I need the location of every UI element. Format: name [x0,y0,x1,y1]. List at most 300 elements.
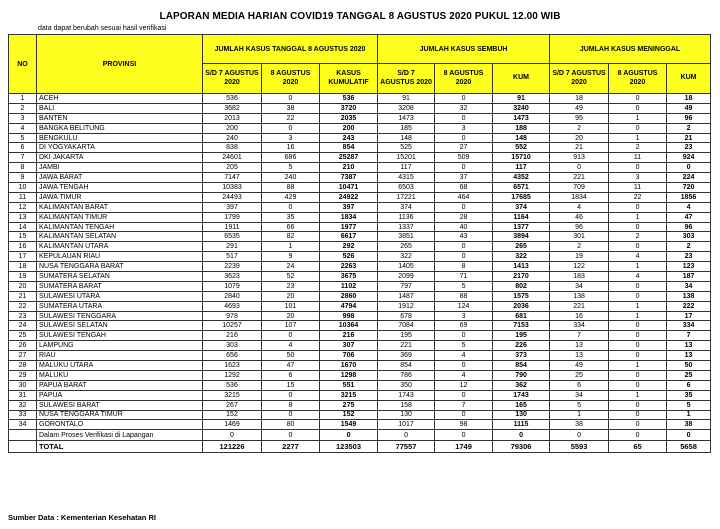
table-row [9,351,711,361]
row-number: 4 [9,123,37,133]
value-cell: 22 [262,113,320,123]
value-cell: 38 [667,420,711,430]
value-cell: 373 [493,351,550,361]
value-cell: 4693 [203,301,262,311]
table-row [9,103,711,113]
value-cell: 4794 [320,301,378,311]
value-cell: 0 [435,113,493,123]
row-number: 21 [9,291,37,301]
row-number: 28 [9,361,37,371]
value-cell: 226 [493,341,550,351]
value-cell: 18 [667,94,711,104]
value-cell: 0 [609,341,667,351]
value-cell: 1102 [320,281,378,291]
value-cell: 1911 [203,222,262,232]
value-cell: 0 [609,430,667,441]
province-name: JAWA TIMUR [37,192,203,202]
value-cell: 195 [378,331,435,341]
row-number: 15 [9,232,37,242]
covid-report-table [8,34,711,453]
group-header-kasus: JUMLAH KASUS TANGGAL 8 AGUSTUS 2020 [203,35,378,64]
table-row [9,222,711,232]
row-number: 34 [9,420,37,430]
value-cell: 322 [493,252,550,262]
value-cell: 68 [435,183,493,193]
value-cell: 0 [435,410,493,420]
report-subtitle: data dapat berubah sesuai hasil verifikasi [38,25,167,32]
value-cell: 0 [435,252,493,262]
value-cell: 216 [203,331,262,341]
value-cell: 69 [435,321,493,331]
value-cell: 10383 [203,183,262,193]
province-name: ACEH [37,94,203,104]
row-number: 32 [9,400,37,410]
province-name: RIAU [37,351,203,361]
province-name: SULAWESI TENGAH [37,331,203,341]
value-cell: 2 [609,232,667,242]
value-cell: 210 [320,163,378,173]
value-cell: 2170 [493,272,550,282]
row-number: 5 [9,133,37,143]
value-cell: 2840 [203,291,262,301]
table-row [9,301,711,311]
province-name: JAMBI [37,163,203,173]
province-name: LAMPUNG [37,341,203,351]
value-cell: 200 [203,123,262,133]
value-cell: 8 [435,262,493,272]
value-cell: 24922 [320,192,378,202]
value-cell: 536 [320,94,378,104]
value-cell: 3240 [493,103,550,113]
value-cell: 0 [435,361,493,371]
row-number: 31 [9,390,37,400]
value-cell: 17 [667,311,711,321]
value-cell: 88 [262,183,320,193]
value-cell: 5 [262,163,320,173]
value-cell: 913 [550,153,609,163]
value-cell: 0 [609,370,667,380]
value-cell: 374 [378,202,435,212]
province-name: SULAWESI BARAT [37,400,203,410]
value-cell: 2 [667,123,711,133]
value-cell: 681 [493,311,550,321]
value-cell: 5 [550,400,609,410]
value-cell: 322 [378,252,435,262]
row-number: 8 [9,163,37,173]
row-number: 13 [9,212,37,222]
value-cell: 551 [320,380,378,390]
table-row [9,212,711,222]
value-cell: 838 [203,143,262,153]
value-cell: 95 [550,113,609,123]
value-cell: 1164 [493,212,550,222]
total-value-cell: 5658 [667,440,711,452]
table-row [9,183,711,193]
value-cell: 4 [435,370,493,380]
value-cell: 1 [667,410,711,420]
value-cell: 2099 [378,272,435,282]
value-cell: 37 [435,173,493,183]
value-cell: 0 [609,420,667,430]
value-cell: 34 [667,281,711,291]
table-row [9,163,711,173]
total-value-cell: 123503 [320,440,378,452]
value-cell: 148 [378,133,435,143]
value-cell: 526 [320,252,378,262]
province-name: PAPUA [37,390,203,400]
value-cell: 3675 [320,272,378,282]
value-cell: 0 [609,94,667,104]
col-header-no: NO [9,35,37,94]
value-cell: 205 [203,163,262,173]
value-cell: 23 [667,252,711,262]
col-header-sembuh-kum: KUM [493,64,550,94]
col-header-meninggal-aug8: 8 AGUSTUS 2020 [609,64,667,94]
value-cell: 1977 [320,222,378,232]
value-cell: 183 [550,272,609,282]
value-cell: 117 [378,163,435,173]
province-name: NUSA TENGGARA BARAT [37,262,203,272]
col-header-kasus-aug8: 8 AGUSTUS 2020 [262,64,320,94]
value-cell: 7 [667,331,711,341]
province-name: KALIMANTAN UTARA [37,242,203,252]
value-cell: 0 [609,202,667,212]
value-cell: 46 [550,212,609,222]
value-cell: 15201 [378,153,435,163]
row-number: 20 [9,281,37,291]
table-row [9,153,711,163]
value-cell: 0 [609,400,667,410]
value-cell: 25287 [320,153,378,163]
value-cell: 0 [435,331,493,341]
table-row [9,390,711,400]
total-value-cell: 77557 [378,440,435,452]
value-cell: 3215 [203,390,262,400]
value-cell: 66 [262,222,320,232]
value-cell: 148 [493,133,550,143]
table-row [9,400,711,410]
value-cell: 0 [609,103,667,113]
value-cell: 6 [667,380,711,390]
value-cell: 303 [667,232,711,242]
value-cell: 0 [378,430,435,441]
value-cell: 17685 [493,192,550,202]
value-cell: 1 [609,390,667,400]
value-cell: 1 [609,311,667,321]
value-cell: 50 [667,361,711,371]
value-cell: 240 [262,173,320,183]
value-cell: 107 [262,321,320,331]
value-cell: 1487 [378,291,435,301]
value-cell: 2 [550,123,609,133]
value-cell: 0 [667,163,711,173]
value-cell: 1 [609,113,667,123]
province-name: SULAWESI SELATAN [37,321,203,331]
col-header-meninggal-sd7: S/D 7 AGUSTUS 2020 [550,64,609,94]
value-cell: 0 [609,331,667,341]
value-cell: 91 [378,94,435,104]
verification-label: Dalam Proses Verifikasi di Lapangan [37,430,203,441]
value-cell: 0 [609,222,667,232]
value-cell: 15710 [493,153,550,163]
value-cell: 525 [378,143,435,153]
table-row [9,173,711,183]
value-cell: 1292 [203,370,262,380]
province-name: SUMATERA SELATAN [37,272,203,282]
value-cell: 303 [203,341,262,351]
value-cell: 1413 [493,262,550,272]
value-cell: 3851 [378,232,435,242]
value-cell: 6617 [320,232,378,242]
value-cell: 2860 [320,291,378,301]
value-cell: 3623 [203,272,262,282]
value-cell: 12 [435,380,493,390]
table-row [9,252,711,262]
value-cell: 1377 [493,222,550,232]
value-cell: 0 [609,351,667,361]
table-row [9,410,711,420]
value-cell: 16 [550,311,609,321]
value-cell: 1 [262,242,320,252]
value-cell: 4352 [493,173,550,183]
value-cell: 267 [203,400,262,410]
province-name: BANTEN [37,113,203,123]
value-cell: 1575 [493,291,550,301]
value-cell: 96 [550,222,609,232]
row-number: 25 [9,331,37,341]
value-cell: 1 [609,133,667,143]
row-number: 26 [9,341,37,351]
value-cell: 222 [667,301,711,311]
value-cell: 2036 [493,301,550,311]
value-cell: 397 [320,202,378,212]
value-cell: 265 [378,242,435,252]
province-name: KALIMANTAN SELATAN [37,232,203,242]
value-cell: 122 [550,262,609,272]
row-number: 9 [9,173,37,183]
table-row [9,291,711,301]
value-cell: 2 [609,143,667,153]
province-name: SUMATERA BARAT [37,281,203,291]
value-cell: 10257 [203,321,262,331]
value-cell: 1136 [378,212,435,222]
value-cell: 43 [435,232,493,242]
value-cell: 0 [435,94,493,104]
value-cell: 0 [550,430,609,441]
col-header-provinsi: PROVINSI [37,35,203,94]
value-cell: 2263 [320,262,378,272]
value-cell: 536 [203,380,262,390]
value-cell: 22 [609,192,667,202]
value-cell: 790 [493,370,550,380]
value-cell: 1473 [493,113,550,123]
value-cell: 28 [435,212,493,222]
value-cell: 0 [609,291,667,301]
province-name: KALIMANTAN TIMUR [37,212,203,222]
value-cell: 130 [378,410,435,420]
value-cell: 98 [435,420,493,430]
value-cell: 6503 [378,183,435,193]
province-name: SULAWESI UTARA [37,291,203,301]
table-row [9,281,711,291]
value-cell: 23 [667,143,711,153]
value-cell: 6535 [203,232,262,242]
value-cell: 200 [320,123,378,133]
value-cell: 7 [435,400,493,410]
value-cell: 3894 [493,232,550,242]
value-cell: 1405 [378,262,435,272]
table-row [9,192,711,202]
value-cell: 152 [320,410,378,420]
value-cell: 4 [262,341,320,351]
province-name: KALIMANTAN TENGAH [37,222,203,232]
value-cell: 1670 [320,361,378,371]
value-cell: 80 [262,420,320,430]
value-cell: 854 [320,143,378,153]
value-cell: 123 [667,262,711,272]
value-cell: 152 [203,410,262,420]
province-name: KALIMANTAN BARAT [37,202,203,212]
row-number: 11 [9,192,37,202]
row-number: 6 [9,143,37,153]
row-number: 27 [9,351,37,361]
value-cell: 0 [435,390,493,400]
total-value-cell: 5593 [550,440,609,452]
value-cell: 38 [550,420,609,430]
value-cell: 49 [550,361,609,371]
value-cell: 7147 [203,173,262,183]
value-cell: 1549 [320,420,378,430]
value-cell: 797 [378,281,435,291]
group-header-sembuh: JUMLAH KASUS SEMBUH [378,35,550,64]
col-header-kasus-kumulatif: KASUS KUMULATIF [320,64,378,94]
value-cell: 1743 [378,390,435,400]
value-cell: 101 [262,301,320,311]
value-cell: 1 [609,262,667,272]
province-name: MALUKU [37,370,203,380]
province-name: BENGKULU [37,133,203,143]
table-row [9,143,711,153]
row-number: 23 [9,311,37,321]
value-cell: 786 [378,370,435,380]
value-cell: 117 [493,163,550,173]
value-cell: 1017 [378,420,435,430]
row-number: 2 [9,103,37,113]
table-row [9,272,711,282]
total-value-cell: 79306 [493,440,550,452]
value-cell: 291 [203,242,262,252]
value-cell: 706 [320,351,378,361]
value-cell: 924 [667,153,711,163]
value-cell: 0 [609,321,667,331]
value-cell: 709 [550,183,609,193]
value-cell: 4 [609,272,667,282]
row-number: 1 [9,94,37,104]
value-cell: 216 [320,331,378,341]
value-cell: 6 [550,380,609,390]
value-cell: 224 [667,173,711,183]
province-name: DKI JAKARTA [37,153,203,163]
value-cell: 334 [667,321,711,331]
value-cell: 0 [609,281,667,291]
value-cell: 6571 [493,183,550,193]
value-cell: 27 [435,143,493,153]
value-cell: 11 [609,153,667,163]
value-cell: 34 [550,390,609,400]
value-cell: 0 [609,380,667,390]
value-cell: 11 [609,183,667,193]
value-cell: 50 [262,351,320,361]
table-row [9,341,711,351]
value-cell: 369 [378,351,435,361]
value-cell: 854 [378,361,435,371]
value-cell: 221 [378,341,435,351]
value-cell: 7153 [493,321,550,331]
value-cell: 0 [320,430,378,441]
value-cell: 8 [262,400,320,410]
value-cell: 854 [493,361,550,371]
value-cell: 3 [262,133,320,143]
value-cell: 24493 [203,192,262,202]
value-cell: 5 [667,400,711,410]
value-cell: 4 [435,351,493,361]
value-cell: 221 [550,301,609,311]
value-cell: 678 [378,311,435,321]
value-cell: 0 [609,410,667,420]
value-cell: 464 [435,192,493,202]
row-number: 12 [9,202,37,212]
table-row [9,133,711,143]
value-cell: 13 [667,341,711,351]
value-cell: 240 [203,133,262,143]
value-cell: 3 [435,123,493,133]
province-name: NUSA TENGGARA TIMUR [37,410,203,420]
value-cell: 4 [667,202,711,212]
total-row [9,440,711,452]
table-row [9,232,711,242]
value-cell: 10364 [320,321,378,331]
value-cell: 536 [203,94,262,104]
value-cell: 0 [262,202,320,212]
value-cell: 1743 [493,390,550,400]
value-cell: 25 [550,370,609,380]
value-cell: 0 [262,123,320,133]
value-cell: 165 [493,400,550,410]
value-cell: 96 [667,113,711,123]
value-cell: 998 [320,311,378,321]
value-cell: 0 [262,331,320,341]
value-cell: 10471 [320,183,378,193]
value-cell: 19 [550,252,609,262]
value-cell: 7387 [320,173,378,183]
value-cell: 15 [262,380,320,390]
value-cell: 2035 [320,113,378,123]
value-cell: 25 [667,370,711,380]
value-cell: 24 [262,262,320,272]
value-cell: 397 [203,202,262,212]
value-cell: 188 [493,123,550,133]
table-row [9,202,711,212]
total-value-cell: 1749 [435,440,493,452]
province-name: SUMATERA UTARA [37,301,203,311]
value-cell: 552 [493,143,550,153]
value-cell: 1337 [378,222,435,232]
value-cell: 3 [435,311,493,321]
value-cell: 1623 [203,361,262,371]
province-name: GORONTALO [37,420,203,430]
value-cell: 517 [203,252,262,262]
group-header-meninggal: JUMLAH KASUS MENINGGAL [550,35,711,64]
